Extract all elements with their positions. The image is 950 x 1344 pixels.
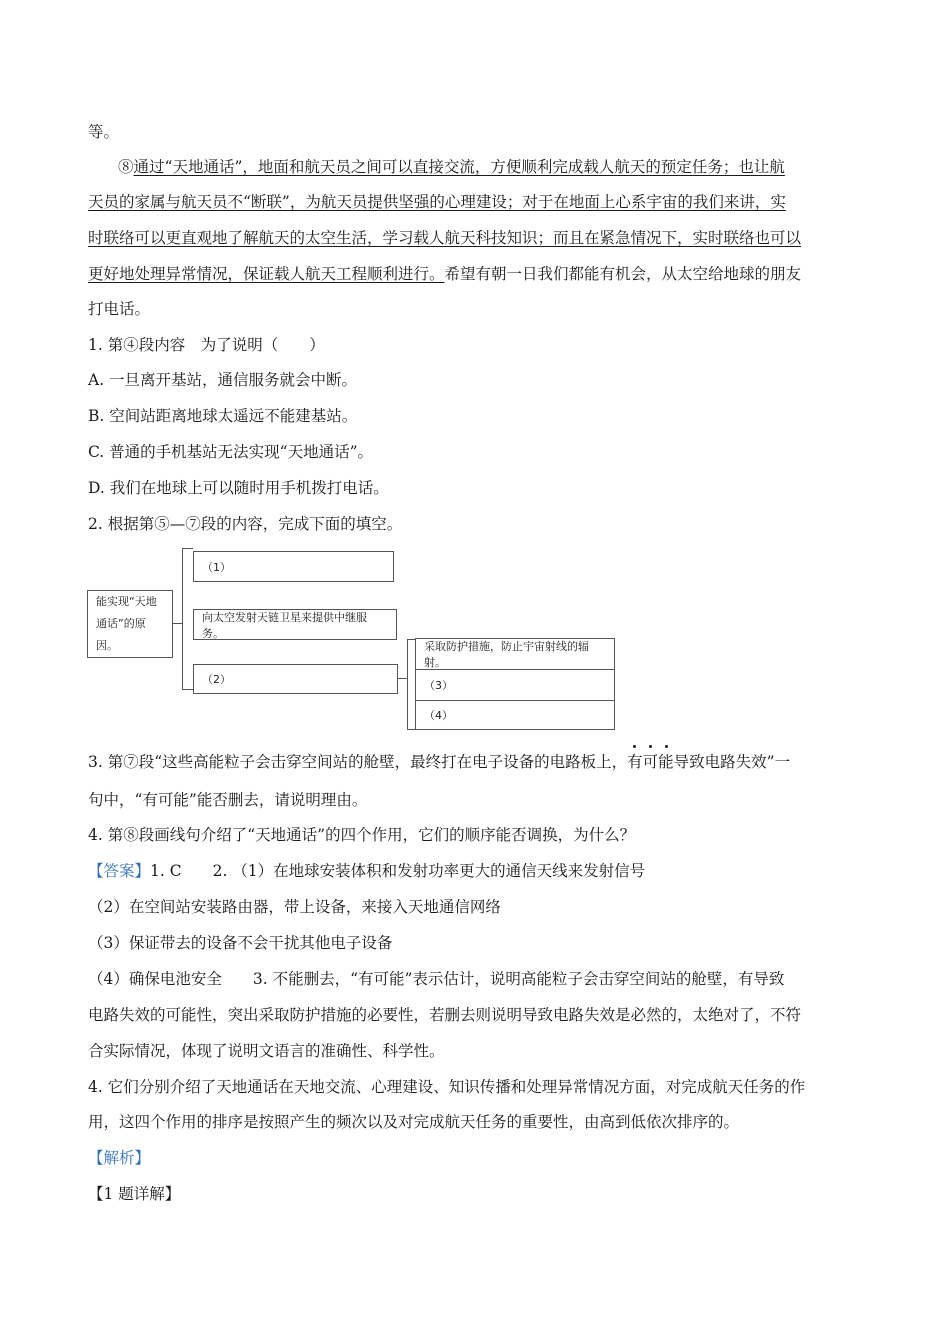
text-span: 1. C 2. （1）在地球安装体积和发射功率更大的通信天线来发射信号 — [150, 862, 646, 880]
branch-box-satellite: 向太空发射天链卫星来提供中继服务。 — [193, 609, 397, 640]
option-b: B. 空间站距离地球太遥远不能建基站。 — [88, 407, 358, 425]
question-3-cont: 句中，“有可能”能否删去，请说明理由。 — [88, 791, 368, 809]
connector — [407, 639, 408, 730]
sub-box-protection: 采取防护措施，防止宇宙射线的辐射。 — [415, 638, 615, 670]
paragraph-8-start — [118, 157, 785, 177]
text-line — [88, 264, 801, 284]
answer-line: 用，这四个作用的排序是按照产生的频次以及对完成航天任务的重要性，由高到低依次排序的。 — [88, 1113, 740, 1131]
blank-box-2: （2） — [193, 664, 398, 694]
answer-line: （4）确保电池安全 3. 不能删去，“有可能”表示估计，说明高能粒子会击穿空间站的舱壁，有导致 — [88, 970, 785, 988]
paragraph-number: ⑧ — [118, 158, 134, 176]
root-label-line: 能实现“天地 — [96, 595, 157, 608]
option-d: D. 我们在地球上可以随时用手机拨打电话。 — [88, 479, 389, 497]
answer-line: （3）保证带去的设备不会干扰其他电子设备 — [88, 934, 393, 952]
emphasis-dot — [649, 745, 652, 748]
question-2: 2. 根据第⑤—⑦段的内容，完成下面的填空。 — [88, 515, 403, 533]
underlined-text: 时联络可以更直观地了解航天的太空生活，学习载人航天科技知识；而且在紧急情况下，实时联络也可以 — [88, 229, 802, 247]
underlined-text: 更好地处理异常情况，保证载人航天工程顺利进行。 — [88, 265, 445, 283]
option-c: C. 普通的手机基站无法实现“天地通话”。 — [88, 443, 374, 461]
emphasized-text — [627, 753, 674, 771]
answer-label: 【答案】 — [88, 862, 151, 880]
option-a: A. 一旦离开基站，通信服务就会中断。 — [88, 371, 358, 389]
text-line: 等。 — [88, 123, 120, 141]
connector — [407, 639, 415, 640]
question-4: 4. 第⑧段画线句介绍了“天地通话”的四个作用，它们的顺序能否调换，为什么？ — [88, 826, 636, 844]
question-3 — [88, 752, 790, 772]
question-1: 1. 第④段内容 为了说明（ ） — [88, 336, 325, 354]
root-label-line: 通话”的原因。 — [96, 617, 146, 652]
root-box — [87, 590, 173, 658]
emphasis-dot — [633, 745, 636, 748]
underlined-text: 天员的家属与航天员不“断联”，为航天员提供坚强的心理建设；对于在地面上心系宇宙的我们来讲，实 — [88, 193, 786, 211]
connector — [398, 678, 407, 679]
detail-heading: 【1 题详解】 — [88, 1185, 181, 1203]
connector — [182, 689, 193, 690]
connector — [407, 729, 415, 730]
text-line: 打电话。 — [88, 300, 151, 318]
blank-box-4: （4） — [415, 700, 615, 730]
emphasis-word: 有可能 — [627, 753, 674, 771]
answer-line — [88, 861, 645, 881]
analysis-label: 【解析】 — [88, 1149, 151, 1167]
connector — [182, 548, 193, 549]
connector — [182, 548, 183, 690]
answer-line: （2）在空间站安装路由器，带上设备，来接入天地通信网络 — [88, 898, 501, 916]
text-span: 导致电路失效”一 — [673, 753, 791, 771]
connector — [173, 623, 182, 624]
text-span: 希望有朝一日我们都能有机会，从太空给地球的朋友 — [444, 265, 802, 283]
blank-box-3: （3） — [415, 669, 615, 701]
answer-line: 电路失效的可能性，突出采取防护措施的必要性，若删去则说明导致电路失效是必然的，太绝对了，不符 — [88, 1006, 802, 1024]
answer-line: 合实际情况，体现了说明文语言的准确性、科学性。 — [88, 1042, 445, 1060]
answer-line: 4. 它们分别介绍了天地通话在天地交流、心理建设、知识传播和处理异常情况方面，对完成航天任务的作 — [88, 1078, 806, 1096]
emphasis-dot — [665, 745, 668, 748]
text-span: 3. 第⑦段“这些高能粒子会击穿空间站的舱壁，最终打在电子设备的电路板上， — [88, 753, 628, 771]
underlined-text: 通过“天地通话”，地面和航天员之间可以直接交流，方便顺利完成载人航天的预定任务；也让航 — [133, 158, 785, 176]
blank-box-1: （1） — [193, 551, 394, 582]
